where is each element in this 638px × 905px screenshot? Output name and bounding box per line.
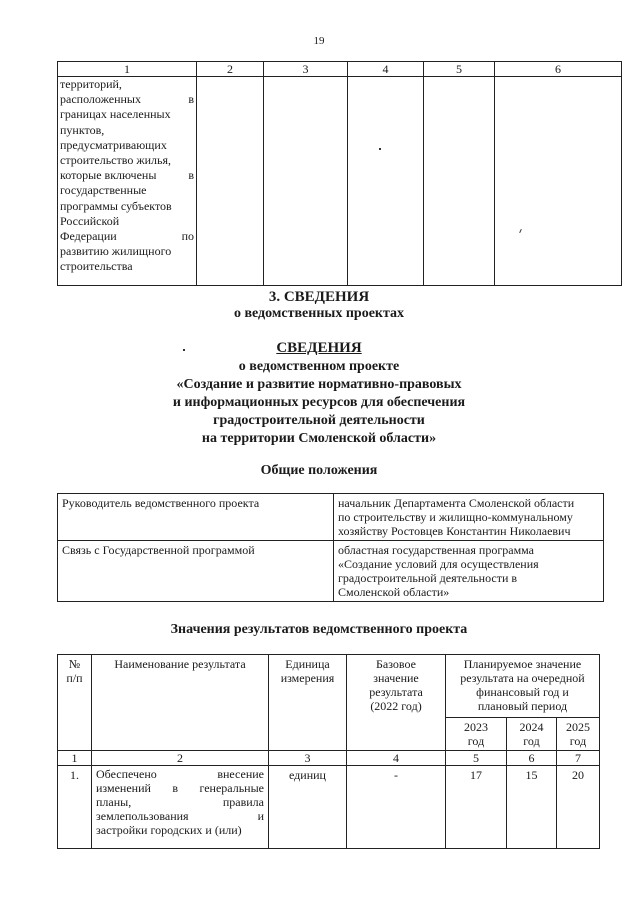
empty-cell — [197, 77, 264, 286]
word: Федерации — [60, 229, 117, 244]
word: в — [188, 168, 194, 183]
row-base: - — [347, 766, 446, 849]
column-number: 1 — [58, 751, 92, 766]
word: правила — [222, 795, 264, 809]
header-line: финансовый год и — [476, 685, 569, 699]
header-line: результата — [369, 685, 423, 699]
word: изменений — [96, 781, 151, 795]
text-line — [60, 168, 194, 183]
value-line: «Создание условий для осуществления — [338, 557, 539, 571]
column-number: 7 — [557, 751, 600, 766]
page-number: 19 — [313, 35, 325, 47]
header-line: значение — [373, 671, 419, 685]
table-row — [58, 541, 604, 602]
column-header: 5 — [424, 62, 495, 77]
text-line: территорий, — [60, 77, 122, 91]
header-line: результата на очередной — [460, 671, 585, 685]
text-line — [60, 229, 194, 244]
header-line: Единица — [285, 657, 330, 671]
text-line: развитию жилищного — [60, 244, 172, 259]
cell-text — [58, 77, 197, 286]
word: генеральные — [199, 781, 264, 795]
word: в — [188, 92, 194, 107]
project-heading — [0, 340, 638, 357]
project-heading-text: СВЕДЕНИЯ — [276, 340, 362, 356]
row-2024: 15 — [507, 766, 557, 849]
table-row — [58, 766, 600, 849]
column-number: 5 — [446, 751, 507, 766]
name-line: застройки городских и (или) — [96, 823, 242, 837]
word: и — [257, 809, 264, 823]
value-line: Смоленской области» — [338, 585, 450, 599]
empty-cell — [348, 77, 424, 286]
project-title — [0, 358, 638, 448]
word: внесение — [217, 767, 264, 781]
text-line — [60, 92, 194, 107]
row-num: 1. — [58, 766, 92, 849]
header-year — [557, 718, 600, 751]
project-title-line: о ведомственном проекте — [238, 359, 400, 374]
empty-cell — [495, 77, 622, 286]
column-header: 2 — [197, 62, 264, 77]
row-value — [334, 494, 604, 541]
header-line: Планируемое значение — [463, 657, 582, 671]
results-heading: Значения результатов ведомственного проекта — [170, 622, 468, 637]
text-line: строительство жилья, — [60, 153, 172, 168]
section-subtitle: о ведомственных проектах — [233, 306, 405, 321]
row-2025: 20 — [557, 766, 600, 849]
row-2023: 17 — [446, 766, 507, 849]
text-line: государственные — [60, 183, 147, 198]
text-line: строительства — [60, 259, 133, 274]
header-base — [347, 655, 446, 751]
header-line: (2022 год) — [370, 699, 422, 713]
continuation-table — [57, 61, 622, 286]
row-label: Руководитель ведомственного проекта — [58, 494, 334, 541]
text-line: пунктов, — [60, 122, 105, 137]
column-header: 6 — [495, 62, 622, 77]
table-row — [58, 494, 604, 541]
header-planned — [446, 655, 600, 718]
project-title-line: и информационных ресурсов для обеспечения — [172, 395, 466, 410]
row-value — [334, 541, 604, 602]
table-header-row — [58, 655, 600, 718]
row-unit: единиц — [269, 766, 347, 849]
header-line: год — [569, 734, 587, 748]
text-line: Российской — [60, 213, 120, 228]
name-line — [96, 781, 264, 795]
name-line — [96, 795, 264, 809]
value-line: градостроительной деятельности в — [338, 571, 518, 585]
header-line: Базовое — [376, 657, 416, 671]
text-line: программы субъектов — [60, 198, 172, 213]
column-header: 4 — [348, 62, 424, 77]
project-title-line: «Создание и развитие нормативно-правовых — [176, 377, 462, 392]
column-number-row — [58, 751, 600, 766]
row-name — [92, 766, 269, 849]
header-line: плановый период — [477, 699, 568, 713]
header-year — [446, 718, 507, 751]
text-line: предусматривающих — [60, 137, 167, 152]
project-title-line: градостроительной деятельности — [213, 413, 425, 428]
column-header: 1 — [58, 62, 197, 77]
general-table — [57, 493, 604, 602]
general-heading: Общие положения — [260, 463, 378, 478]
column-number: 3 — [269, 751, 347, 766]
word: в — [172, 781, 179, 795]
project-title-line: на территории Смоленской области» — [201, 431, 437, 446]
header-line: 2025 — [566, 720, 590, 734]
header-unit — [269, 655, 347, 751]
column-number: 6 — [507, 751, 557, 766]
word: которые включены — [60, 168, 157, 183]
header-line: п/п — [66, 671, 83, 685]
header-line: год — [467, 734, 485, 748]
scan-speck — [379, 148, 381, 150]
table-row — [58, 77, 622, 286]
value-line: начальник Департамента Смоленской области — [338, 496, 575, 510]
word: по — [181, 229, 194, 244]
row-label: Связь с Государственной программой — [58, 541, 334, 602]
header-line: год — [523, 734, 540, 748]
word: Обеспечено — [96, 767, 157, 781]
header-line: № — [68, 657, 81, 671]
word: расположенных — [60, 92, 141, 107]
header-line: 2023 — [464, 720, 488, 734]
header-line: измерения — [280, 671, 335, 685]
results-table — [57, 654, 600, 849]
empty-cell — [264, 77, 348, 286]
empty-cell — [424, 77, 495, 286]
value-line: областная государственная программа — [338, 543, 535, 557]
column-number: 4 — [347, 751, 446, 766]
word: землепользования — [96, 809, 189, 823]
column-number: 2 — [92, 751, 269, 766]
name-line — [96, 767, 264, 781]
column-header: 3 — [264, 62, 348, 77]
header-year — [507, 718, 557, 751]
header-line: 2024 — [519, 720, 544, 734]
value-line: хозяйству Ростовцев Константин Николаевич — [338, 524, 571, 538]
word: планы, — [96, 795, 132, 809]
name-line — [96, 809, 264, 823]
table-header-row — [58, 62, 622, 77]
header-name: Наименование результата — [92, 655, 269, 751]
section-title: 3. СВЕДЕНИЯ — [268, 289, 370, 305]
text-line: границах населенных — [60, 107, 171, 122]
value-line: по строительству и жилищно-коммунальному — [338, 510, 573, 524]
header-num — [58, 655, 92, 751]
